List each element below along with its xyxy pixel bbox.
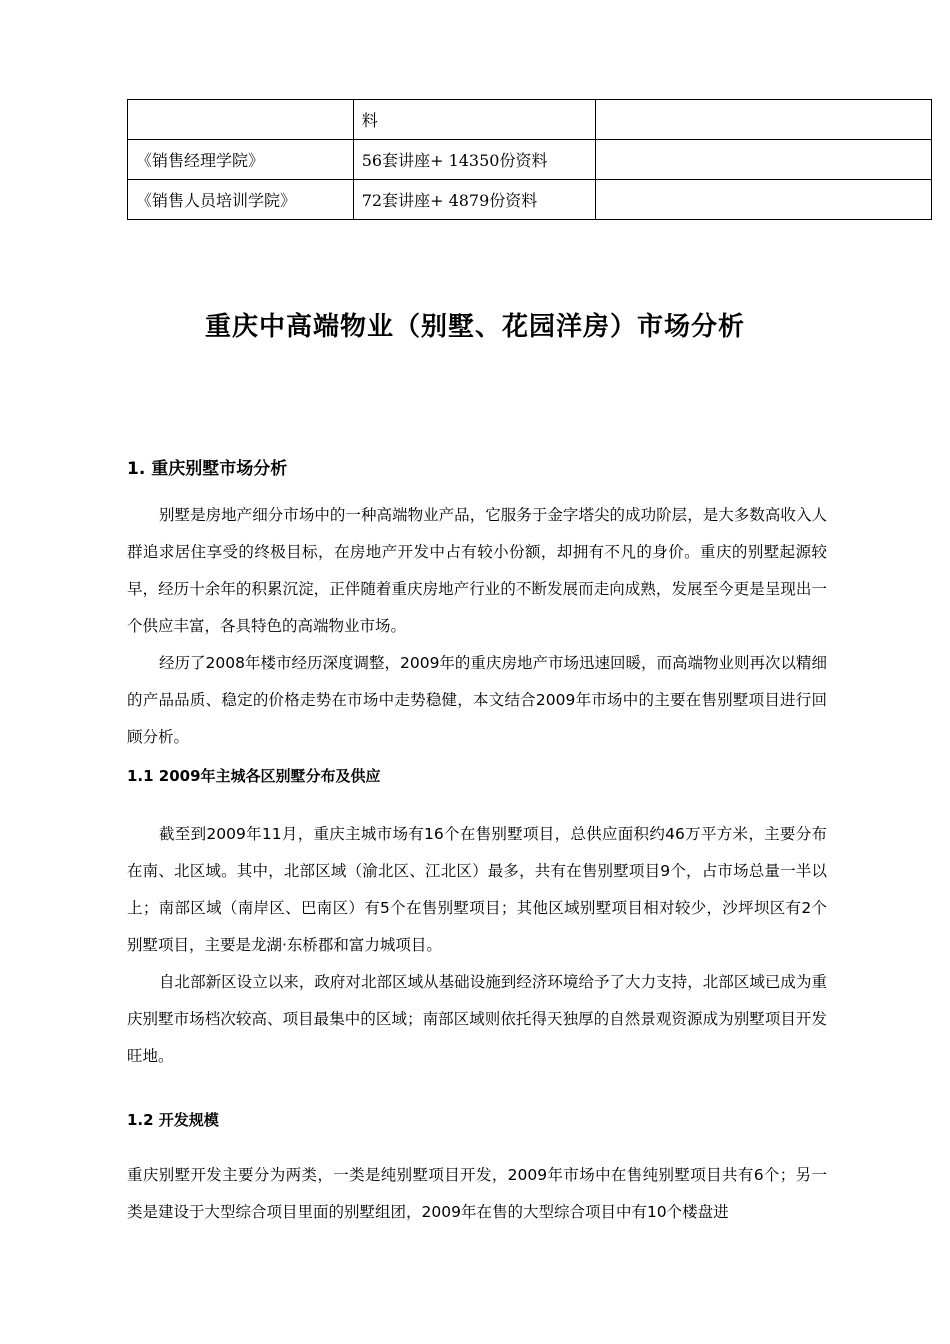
- subsection-heading: 1.2 开发规模: [127, 1111, 219, 1129]
- document-title: 重庆中高端物业（别墅、花园洋房）市场分析: [204, 312, 745, 342]
- resource-table: [127, 99, 932, 220]
- paragraph: 经历了2008年楼市经历深度调整，2009年的重庆房地产市场迅速回暖，而高端物业则再次以精细的产品品质、稳定的价格走势在市场中走势稳健，本文结合2009年市场中的主要在售别墅项目进行回顾分析。: [127, 654, 827, 746]
- table-cell-name: 《销售经理学院》: [128, 140, 354, 180]
- table-cell-content: 72套讲座+ 4879份资料: [353, 180, 596, 220]
- paragraph: 别墅是房地产细分市场中的一种高端物业产品，它服务于金字塔尖的成功阶层，是大多数高收入人群追求居住享受的终极目标，在房地产开发中占有较小份额，却拥有不凡的身价。重庆的别墅起源较早，经历十余年的积累沉淀，正伴随着重庆房地产行业的不断发展而走向成熟，发展至今更是呈现出一个供应丰富，各具特色的高端物业市场。: [127, 506, 827, 635]
- table-cell-name: 《销售人员培训学院》: [128, 180, 354, 220]
- paragraph: 截至到2009年11月，重庆主城市场有16个在售别墅项目，总供应面积约46万平方米，主要分布在南、北区域。其中，北部区域（渝北区、江北区）最多，共有在售别墅项目9个，占市场总量一半以上；南部区域（南岸区、巴南区）有5个在售别墅项目；其他区域别墅项目相对较少，沙坪坝区有2个别墅项目，主要是龙湖·东桥郡和富力城项目。: [127, 825, 827, 954]
- table-cell-note: [596, 100, 932, 140]
- table-cell-name: [128, 100, 354, 140]
- section-heading: 1. 重庆别墅市场分析: [127, 459, 288, 479]
- table-cell-note: [596, 180, 932, 220]
- table-row: [128, 140, 932, 180]
- paragraph: 自北部新区设立以来，政府对北部区域从基础设施到经济环境给予了大力支持，北部区域已成为重庆别墅市场档次较高、项目最集中的区域；南部区域则依托得天独厚的自然景观资源成为别墅项目开发旺地。: [127, 973, 827, 1065]
- table-row: [128, 180, 932, 220]
- paragraph: 重庆别墅开发主要分为两类，一类是纯别墅项目开发，2009年市场中在售纯别墅项目共有6个；另一类是建设于大型综合项目里面的别墅组团，2009年在售的大型综合项目中有10个楼盘进: [127, 1166, 827, 1221]
- subsection-heading: 1.1 2009年主城各区别墅分布及供应: [127, 767, 381, 785]
- table-cell-content: 56套讲座+ 14350份资料: [353, 140, 596, 180]
- table-cell-note: [596, 140, 932, 180]
- table-row: [128, 100, 932, 140]
- table-cell-content: 料: [353, 100, 596, 140]
